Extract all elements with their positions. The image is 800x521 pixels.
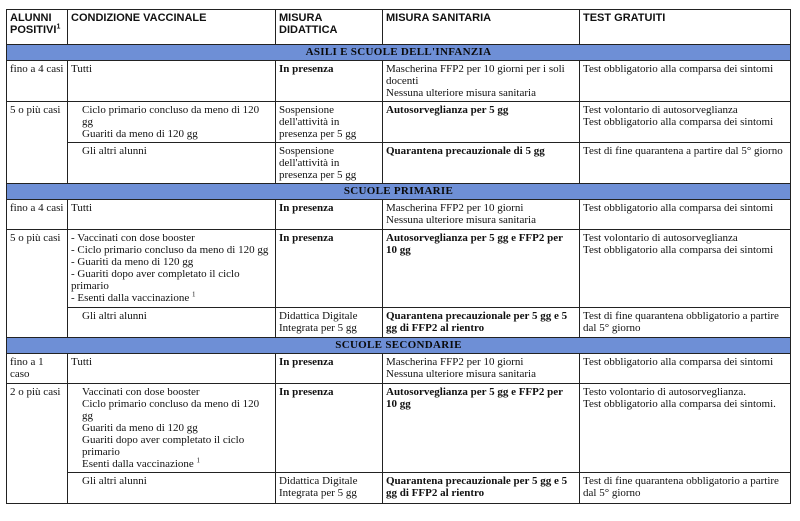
condition-cell: Tutti xyxy=(68,354,276,384)
table-row xyxy=(7,143,791,184)
condition-line: Guariti da meno di 120 gg xyxy=(82,128,198,140)
measures-table xyxy=(6,9,791,504)
test-cell: Test obbligatorio alla comparsa dei sintomi xyxy=(580,354,791,384)
section-title-infanzia: ASILI E SCUOLE DELL'INFANZIA xyxy=(7,45,791,61)
table-row xyxy=(7,308,791,338)
test-cell: Test di fine quarantena obbligatorio a partire dal 5° giorno xyxy=(580,473,791,504)
test-cell: Test obbligatorio alla comparsa dei sintomi xyxy=(580,200,791,230)
list-item: Guariti da meno di 120 gg xyxy=(82,422,198,434)
sanitaria-cell xyxy=(383,200,580,230)
condition-cell: Tutti xyxy=(68,200,276,230)
cases-cell: fino a 4 casi xyxy=(7,200,68,230)
sanitaria-line: Mascherina FFP2 per 10 giorni xyxy=(386,202,524,214)
cases-cell: fino a 1 caso xyxy=(7,354,68,384)
sanitaria-cell: Quarantena precauzionale per 5 gg e 5 gg di FFP2 al rientro xyxy=(383,473,580,504)
sanitaria-line: Mascherina FFP2 per 10 giorni per i soli docenti xyxy=(386,63,565,87)
test-line: Test obbligatorio alla comparsa dei sintomi. xyxy=(583,398,776,410)
sanitaria-cell: Quarantena precauzionale di 5 gg xyxy=(383,143,580,184)
condition-cell xyxy=(68,102,276,143)
test-line: Test obbligatorio alla comparsa dei sintomi xyxy=(583,116,774,128)
test-cell: Test di fine quarantena a partire dal 5° giorno xyxy=(580,143,791,184)
didattica-cell: Sospensione dell'attività in presenza per 5 gg xyxy=(276,143,383,184)
cases-cell: 5 o più casi xyxy=(7,230,68,338)
section-title-primarie: SCUOLE PRIMARIE xyxy=(7,184,791,200)
didattica-cell: In presenza xyxy=(276,384,383,473)
condition-cell: Gli altri alunni xyxy=(68,473,276,504)
footnote-marker: 1 xyxy=(196,456,201,465)
test-cell xyxy=(580,230,791,308)
test-cell xyxy=(580,384,791,473)
test-line: Test volontario di autosorveglianza xyxy=(583,232,738,244)
condition-cell: Gli altri alunni xyxy=(68,143,276,184)
test-cell: Test obbligatorio alla comparsa dei sintomi xyxy=(580,61,791,102)
list-item: Ciclo primario concluso da meno di 120 gg xyxy=(82,398,260,422)
sanitaria-cell: Autosorveglianza per 5 gg e FFP2 per 10 gg xyxy=(383,230,580,308)
sanitaria-cell: Autosorveglianza per 5 gg e FFP2 per 10 gg xyxy=(383,384,580,473)
condition-list xyxy=(82,386,272,470)
list-item: Vaccinati con dose booster xyxy=(82,386,200,398)
condition-cell: Gli altri alunni xyxy=(68,308,276,338)
footnote-marker: 1 xyxy=(191,290,196,299)
didattica-cell: In presenza xyxy=(276,61,383,102)
sanitaria-line: Nessuna ulteriore misura sanitaria xyxy=(386,214,536,226)
table-row xyxy=(7,102,791,143)
header-alunni: ALUNNI POSITIVI$^1$ xyxy=(7,10,68,45)
test-cell xyxy=(580,102,791,143)
didattica-cell: Sospensione dell'attività in presenza per 5 gg xyxy=(276,102,383,143)
sanitaria-cell xyxy=(383,354,580,384)
didattica-cell: In presenza xyxy=(276,200,383,230)
cases-cell: fino a 4 casi xyxy=(7,61,68,102)
test-line: Testo volontario di autosorveglianza. xyxy=(583,386,746,398)
sanitaria-cell: Autosorveglianza per 5 gg xyxy=(383,102,580,143)
test-cell: Test di fine quarantena obbligatorio a partire dal 5° giorno xyxy=(580,308,791,338)
list-item: - Esenti dalla vaccinazione $^1$ xyxy=(71,292,272,304)
table-row xyxy=(7,354,791,384)
table-row xyxy=(7,473,791,504)
test-line: Test volontario di autosorveglianza xyxy=(583,104,738,116)
header-test-gratuiti: TEST GRATUITI xyxy=(580,10,791,45)
cases-cell: 5 o più casi xyxy=(7,102,68,184)
table-row xyxy=(7,200,791,230)
sanitaria-cell: Quarantena precauzionale per 5 gg e 5 gg di FFP2 al rientro xyxy=(383,308,580,338)
sanitaria-line: Nessuna ulteriore misura sanitaria xyxy=(386,87,536,99)
condition-cell xyxy=(68,230,276,308)
list-item: Guariti dopo aver completato il ciclo primario xyxy=(82,434,245,458)
didattica-cell: Didattica Digitale Integrata per 5 gg xyxy=(276,473,383,504)
condition-list xyxy=(71,232,272,304)
footnote-marker: 1 xyxy=(56,23,61,31)
didattica-cell: In presenza xyxy=(276,230,383,308)
header-row xyxy=(7,10,791,45)
list-item: - Ciclo primario concluso da meno di 120 gg xyxy=(71,244,272,256)
section-band-row xyxy=(7,45,791,61)
didattica-cell: In presenza xyxy=(276,354,383,384)
table-row xyxy=(7,230,791,308)
condition-cell: Tutti xyxy=(68,61,276,102)
table-row xyxy=(7,61,791,102)
sanitaria-cell xyxy=(383,61,580,102)
header-misura-sanitaria: MISURA SANITARIA xyxy=(383,10,580,45)
condition-line: Ciclo primario concluso da meno di 120 gg xyxy=(82,104,260,128)
section-title-secondarie: SCUOLE SECONDARIE xyxy=(7,338,791,354)
list-item: Esenti dalla vaccinazione $^1$ xyxy=(82,456,201,470)
sanitaria-line: Mascherina FFP2 per 10 giorni xyxy=(386,356,524,368)
list-item: - Guariti dopo aver completato il ciclo primario xyxy=(71,268,272,292)
sanitaria-line: Nessuna ulteriore misura sanitaria xyxy=(386,368,536,380)
test-line: Test obbligatorio alla comparsa dei sintomi xyxy=(583,244,774,256)
cases-cell: 2 o più casi xyxy=(7,384,68,504)
table-row xyxy=(7,384,791,473)
section-band-row xyxy=(7,338,791,354)
condition-cell xyxy=(68,384,276,473)
list-item: - Guariti da meno di 120 gg xyxy=(71,256,272,268)
header-condizione: CONDIZIONE VACCINALE xyxy=(68,10,276,45)
section-band-row xyxy=(7,184,791,200)
didattica-cell: Didattica Digitale Integrata per 5 gg xyxy=(276,308,383,338)
header-misura-didattica: MISURA DIDATTICA xyxy=(276,10,383,45)
list-item: - Vaccinati con dose booster xyxy=(71,232,272,244)
